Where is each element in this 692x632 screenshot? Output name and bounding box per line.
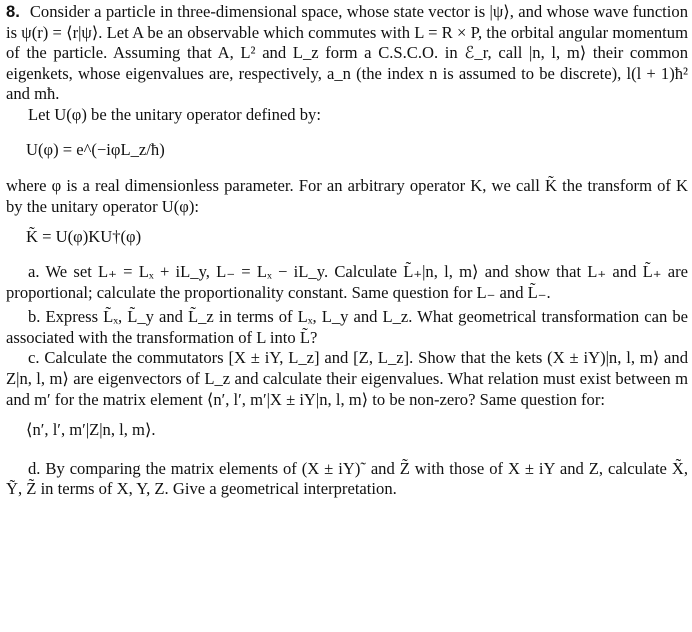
part-b: b. Express L̃ₓ, L̃_y and L̃_z in terms of Lₓ, L_y and L_z. What geometrical transformation can be associated with the transformation of L into L̃? — [6, 307, 688, 347]
problem-intro-text: Consider a particle in three-dimensional space, whose state vector is |ψ⟩, and whose wave function is ψ(r) = ⟨r|ψ⟩. Let A be an observable which commutes with L = R × P, the orbital angular momentum of the particle. Assuming that A, L² and L_z form a C.S.C.O. in ℰ_r, call |n, l, m⟩ their common eigenkets, whose eigenvalues are, respectively, a_n (the index n is assumed to be discrete), l(l + 1)ħ² and mħ. — [6, 2, 688, 104]
part-c: c. Calculate the commutators [X ± iY, L_z] and [Z, L_z]. Show that the kets (X ± iY)|n, l, m⟩ and Z|n, l, m⟩ are eigenvectors of L_z and calculate their eigenvalues. What relation must exist between m and m′ for the matrix element ⟨n′, l′, m′|X ± iY|n, l, m⟩ to be non-zero? Same question for: — [6, 348, 688, 409]
part-c-equation: ⟨n′, l′, m′|Z|n, l, m⟩. — [26, 420, 156, 440]
part-a: a. We set L₊ = Lₓ + iL_y, L₋ = Lₓ − iL_y. Calculate L̃₊|n, l, m⟩ and show that L₊ and L̃₊ are proportional; calculate the proportionality constant. Same question for L₋ and L̃₋. — [6, 261, 688, 302]
problem-intro-paragraph — [6, 2, 688, 105]
part-d: d. By comparing the matrix elements of (X ± iY)˜ and Z̃ with those of X ± iY and Z, calculate X̃, Ỹ, Z̃ in terms of X, Y, Z. Give a geometrical interpretation. — [6, 458, 688, 499]
transform-equation: K̃ = U(φ)KU†(φ) — [26, 227, 142, 247]
problem-page — [6, 2, 688, 500]
unitary-intro: Let U(φ) be the unitary operator defined by: — [28, 104, 321, 124]
unitary-equation: U(φ) = e^(−iφL_z/ħ) — [26, 139, 165, 159]
problem-number: 8. — [6, 2, 20, 21]
transform-intro: where φ is a real dimensionless parameter. For an arbitrary operator K, we call K̃ the transform of K by the unitary operator U(φ): — [6, 176, 688, 216]
